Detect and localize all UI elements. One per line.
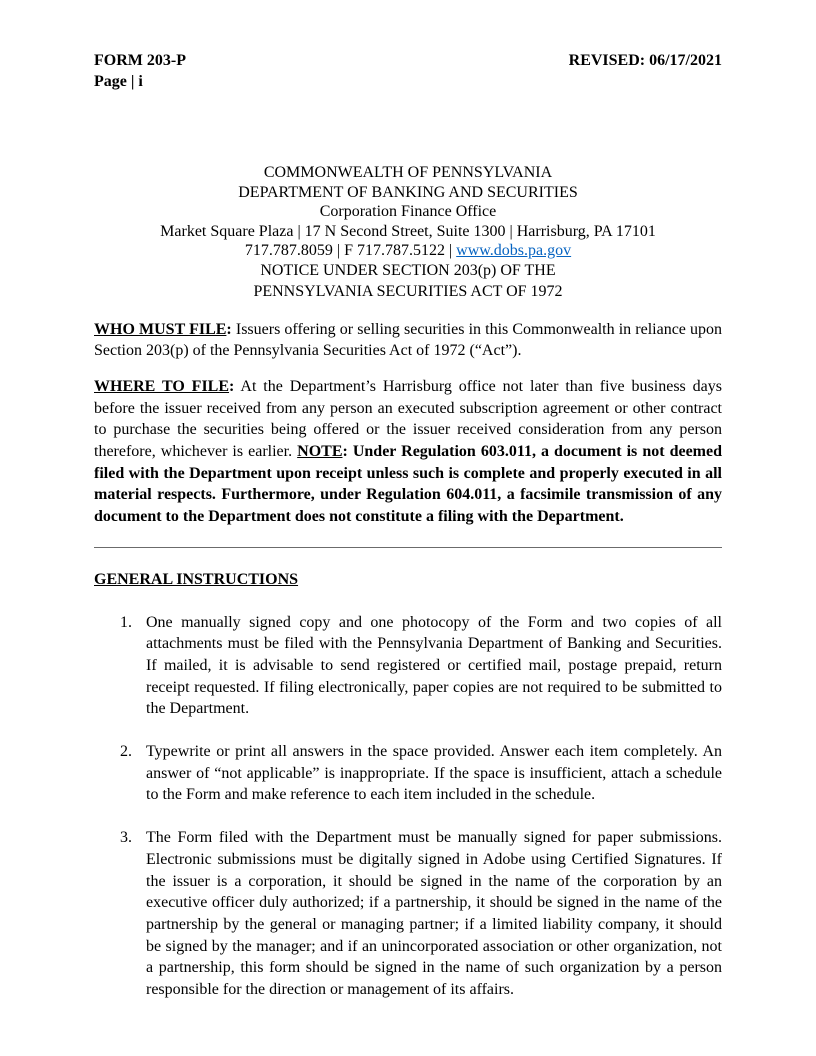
item-number: 3. xyxy=(120,829,132,847)
letterhead-commonwealth: COMMONWEALTH OF PENNSYLVANIA xyxy=(263,164,553,181)
letterhead-contact xyxy=(94,241,722,261)
page-header xyxy=(94,50,722,92)
website-link[interactable]: www.dobs.pa.gov xyxy=(456,242,572,259)
revised-date: REVISED: 06/17/2021 xyxy=(568,52,722,69)
general-instructions-heading: GENERAL INSTRUCTIONS xyxy=(94,570,299,588)
who-must-file-colon: : xyxy=(226,320,232,338)
item-text: One manually signed copy and one photocopy of the Form and two copies of all attachments must be filed with the Pennsylvania Department of Banking and Securities. If mailed, it is advisable to send registered or certified mail, postage prepaid, return receipt requested. If filing electronically, paper copies are not required to be submitted to the Department. xyxy=(146,613,722,718)
letterhead-address: Market Square Plaza | 17 N Second Street, Suite 1300 | Harrisburg, PA 17101 xyxy=(160,222,656,240)
where-to-file-paragraph xyxy=(94,376,722,528)
form-number: FORM 203-P xyxy=(94,52,186,69)
where-to-file-label: WHERE TO FILE xyxy=(94,377,230,395)
phone-fax: 717.787.8059 | F 717.787.5122 | xyxy=(244,242,453,259)
instruction-item-2 xyxy=(94,741,722,806)
where-to-file-colon: : xyxy=(229,377,235,395)
letterhead xyxy=(94,163,722,302)
note-body: Under Regulation 603.011, a document is not deemed filed with the Department upon receipt unless such is complete and properly executed in all material respects. Furthermore, under Regulation 604.011, a facsimile transmission of any document to the Department does not constitute a filing with the Department. xyxy=(94,443,722,526)
item-text: Typewrite or print all answers in the space provided. Answer each item completely. An answer of “not applicable” is inappropriate. If the space is insufficient, attach a schedule to the Form and make reference to each item included in the schedule. xyxy=(146,743,722,804)
item-number: 1. xyxy=(120,613,132,631)
who-must-file-body: Issuers offering or selling securities in this Commonwealth in reliance upon Section 203(p) of the Pennsylvania Securities Act of 1972 (“Act”). xyxy=(94,320,723,360)
letterhead-office: Corporation Finance Office xyxy=(319,203,497,220)
instruction-item-3 xyxy=(94,827,722,1001)
page-label: Page | i xyxy=(94,73,143,90)
item-text: The Form filed with the Department must be manually signed for paper submissions. Electronic submissions must be digitally signed in Adobe using Certified Signatures. If the issuer is a corporation, it should be signed in the name of the corporation by an executive officer duly authorized; if a partnership, it should be signed in the name of the partnership by the general or managing partner; if a limited liability company, it should be signed by the manager; and if an unincorporated association or other organization, not a partnership, this form should be signed in the name of such organization by a person responsible for the direction or management of its affairs. xyxy=(146,829,722,999)
item-number: 2. xyxy=(120,743,132,761)
who-must-file-paragraph xyxy=(94,319,722,362)
header-top-row xyxy=(94,50,722,71)
general-instructions-list xyxy=(94,612,722,1001)
section-divider xyxy=(94,547,722,548)
who-must-file-label: WHO MUST FILE xyxy=(94,320,227,338)
letterhead-department: DEPARTMENT OF BANKING AND SECURITIES xyxy=(238,183,578,201)
note-colon: : xyxy=(342,443,348,461)
instruction-item-1 xyxy=(94,612,722,721)
note-label: NOTE xyxy=(297,443,343,461)
notice-title-line2: PENNSYLVANIA SECURITIES ACT OF 1972 xyxy=(253,283,563,300)
where-to-file-body: At the Department’s Harrisburg office not later than five business days before the issuer received from any person an executed subscription agreement or other contract to purchase the securities being offered or the issuer received consideration from any person therefore, whichever is earlier. xyxy=(94,377,723,461)
notice-title-line1: NOTICE UNDER SECTION 203(p) OF THE xyxy=(260,261,556,279)
